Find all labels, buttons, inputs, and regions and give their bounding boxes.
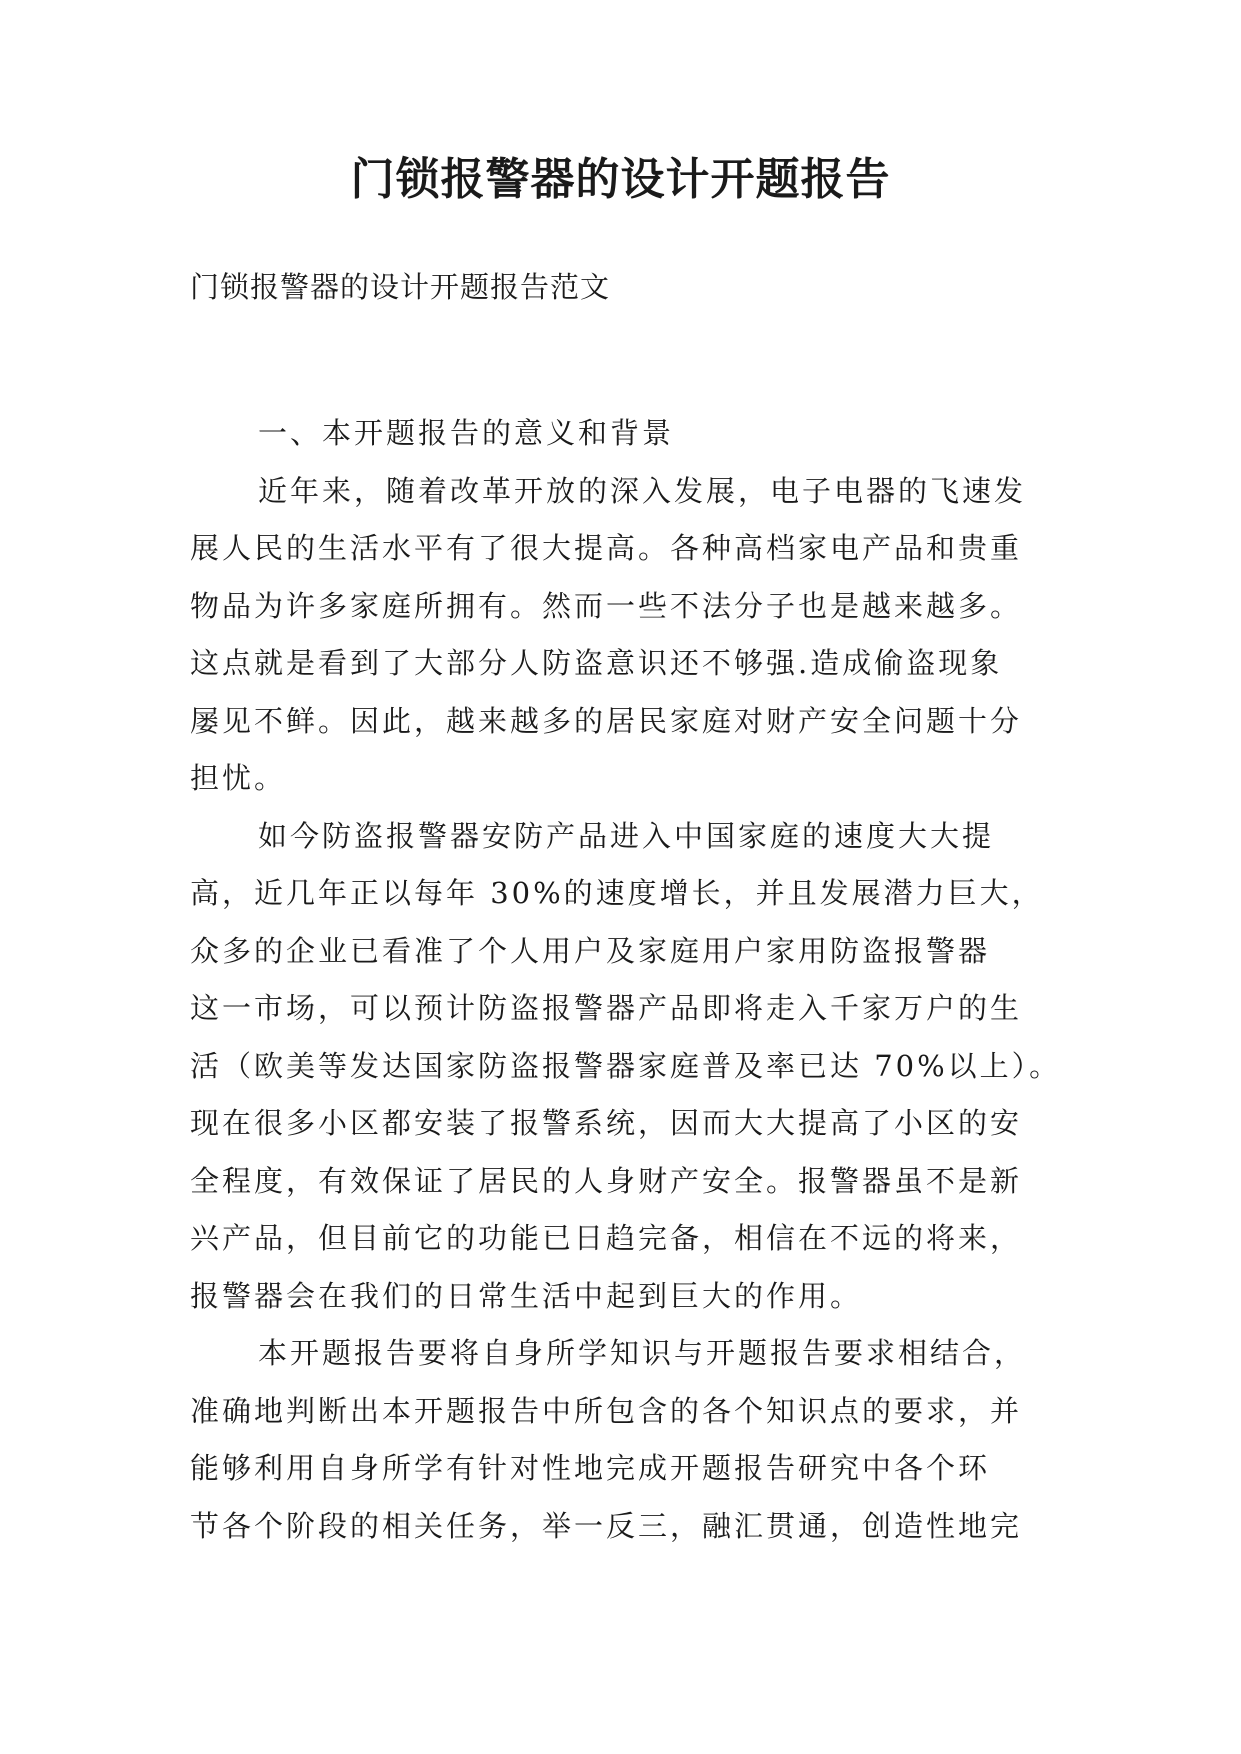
document-title: 门锁报警器的设计开题报告 [350,154,891,205]
paragraph-line: 众多的企业已看准了个人用户及家庭用户家用防盗报警器 [190,933,991,968]
paragraph-line: 准确地判断出本开题报告中所包含的各个知识点的要求，并 [190,1393,1023,1428]
paragraph-line: 近年来，随着改革开放的深入发展，电子电器的飞速发 [258,473,1027,508]
paragraph-line: 能够利用自身所学有针对性地完成开题报告研究中各个环 [190,1451,991,1485]
paragraph-line: 如今防盗报警器安防产品进入中国家庭的速度大大提 [258,818,995,853]
document-subtitle: 门锁报警器的设计开题报告范文 [190,270,611,304]
paragraph-line: 屡见不鲜。因此，越来越多的居民家庭对财产安全问题十分 [190,703,1023,738]
paragraph-line: 高，近几年正以每年 30%的速度增长，并且发展潜力巨大， [190,876,1044,910]
paragraph-line: 报警器会在我们的日常生活中起到巨大的作用。 [190,1278,863,1313]
paragraph-line: 担忧。 [190,761,287,795]
paragraph-line: 现在很多小区都安装了报警系统，因而大大提高了小区的安 [190,1106,1023,1140]
paragraph-line: 这点就是看到了大部分人防盗意识还不够强.造成偷盗现象 [190,646,1003,680]
paragraph-line: 全程度，有效保证了居民的人身财产安全。报警器虽不是新 [190,1163,1023,1198]
paragraph-line: 本开题报告要将自身所学知识与开题报告要求相结合， [258,1336,1027,1370]
paragraph-line: 兴产品，但目前它的功能已日趋完备，相信在不远的将来， [190,1221,1023,1255]
paragraph-line: 这一市场，可以预计防盗报警器产品即将走入千家万户的生 [190,991,1023,1025]
paragraph-line: 节各个阶段的相关任务，举一反三，融汇贯通，创造性地完 [190,1508,1023,1543]
paragraph-line: 活（欧美等发达国家防盗报警器家庭普及率已达 70%以上）。 [190,1048,1062,1083]
document-body [190,405,1062,1555]
section-heading: 一、本开题报告的意义和背景 [258,416,675,450]
paragraph-line: 展人民的生活水平有了很大提高。各种高档家电产品和贵重 [190,531,1023,565]
paragraph-line: 物品为许多家庭所拥有。然而一些不法分子也是越来越多。 [190,588,1023,623]
